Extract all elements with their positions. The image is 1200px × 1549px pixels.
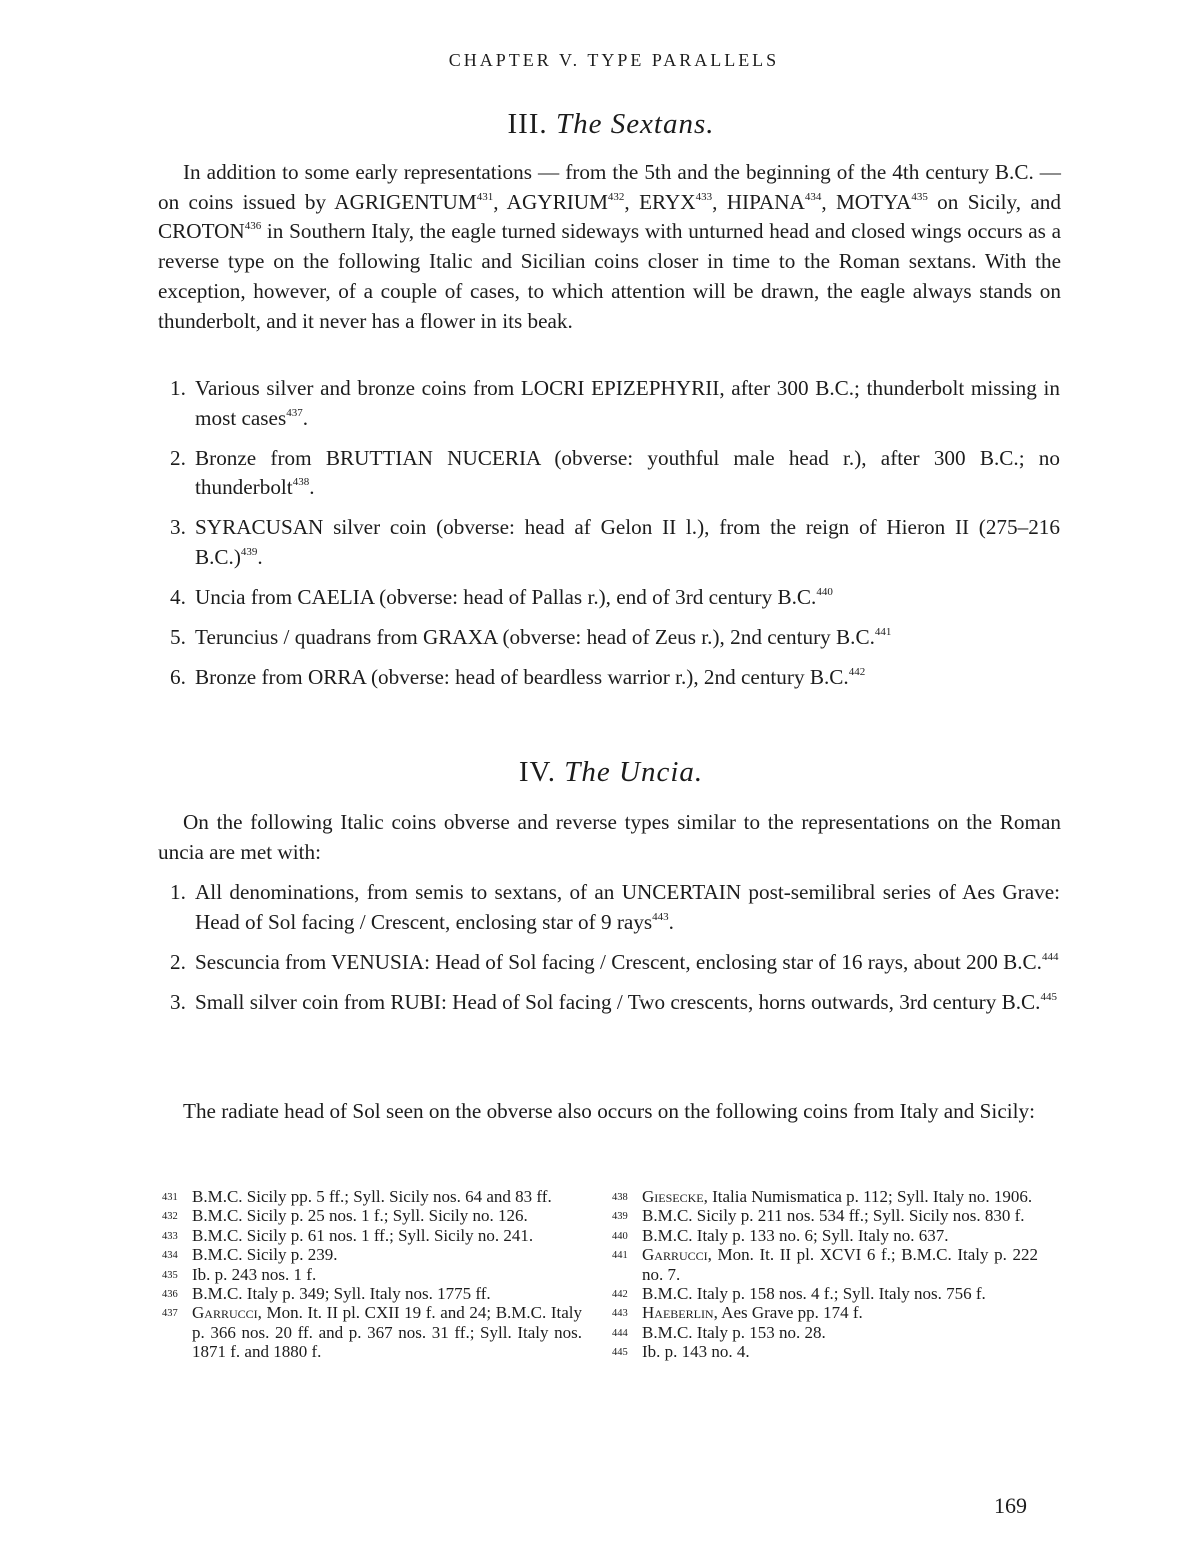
- footnote-number: 432: [162, 1211, 178, 1223]
- list-item-punct: .: [257, 545, 263, 570]
- footnote: [162, 1265, 582, 1284]
- footnote: [162, 1206, 582, 1225]
- footnote: [162, 1226, 582, 1245]
- footnote-number: 431: [162, 1192, 178, 1203]
- uncia-closing-paragraph: The radiate head of Sol seen on the obverse also occurs on the following coins from Italy and Sicily:: [183, 1099, 1035, 1123]
- footnote: [162, 1284, 582, 1303]
- footnote-text: B.M.C. Italy p. 349; Syll. Italy nos. 1775 ff.: [192, 1284, 491, 1304]
- footnote-number: 443: [612, 1308, 628, 1320]
- list-item: [170, 374, 1060, 433]
- list-number: 2.: [170, 445, 186, 470]
- list-item: [170, 513, 1060, 572]
- list-item-text: Sescuncia from VENUSIA: Head of Sol facing / Crescent, enclosing star of 16 rays, about 200 B.C.: [195, 949, 1042, 974]
- footnote: [612, 1303, 1038, 1322]
- list-number: 6.: [170, 665, 186, 690]
- footnote-ref[interactable]: 432: [607, 190, 625, 203]
- footnote-number: 439: [612, 1211, 628, 1223]
- footnote-ref[interactable]: 434: [804, 190, 822, 203]
- footnote-ref[interactable]: 442: [848, 666, 866, 679]
- footnote-number: 434: [162, 1250, 178, 1262]
- section-numeral: IV.: [518, 756, 556, 788]
- list-item-text: Small silver coin from RUBI: Head of Sol facing / Two crescents, horns outwards, 3rd century B.C.: [195, 989, 1041, 1014]
- footnote-text: , Mon. It. II pl. CXII 19 f. and 24; B.M.C. Italy p. 366 nos. 20 ff. and p. 367 nos. 31 ff.; Syll. Italy nos. 1871 f. and 1880 f.: [192, 1303, 582, 1362]
- author-name: Garrucci: [642, 1245, 708, 1265]
- footnote-number: 435: [162, 1269, 178, 1281]
- footnote-text: , Italia Numismatica p. 112; Syll. Italy no. 1906.: [703, 1187, 1033, 1206]
- footnote-ref[interactable]: 444: [1041, 950, 1059, 963]
- footnote: [612, 1323, 1038, 1342]
- list-number: 1.: [170, 376, 186, 400]
- footnote-text: B.M.C. Italy p. 158 nos. 4 f.; Syll. Italy nos. 756 f.: [642, 1284, 986, 1304]
- footnote-number: 445: [612, 1347, 628, 1359]
- footnote: [612, 1187, 1038, 1206]
- footnote-number: 441: [612, 1250, 628, 1262]
- list-item: [170, 583, 1060, 613]
- footnote-ref[interactable]: 436: [244, 220, 262, 233]
- footnote-ref[interactable]: 439: [240, 546, 258, 559]
- list-item-text: Uncia from CAELIA (obverse: head of Pallas r.), end of 3rd century B.C.: [195, 585, 817, 610]
- footnote: [162, 1303, 582, 1361]
- author-name: Haeberlin: [642, 1303, 714, 1323]
- footnote-text: Ib. p. 243 nos. 1 f.: [192, 1264, 317, 1284]
- uncia-coin-list: [170, 878, 1060, 1028]
- footnote-text: B.M.C. Sicily p. 25 nos. 1 f.; Syll. Sicily no. 126.: [192, 1206, 528, 1226]
- footnote-text: Ib. p. 143 no. 4.: [642, 1342, 750, 1362]
- section-heading-uncia: [0, 756, 1200, 789]
- section-title: The Sextans.: [555, 108, 715, 140]
- footnote: [612, 1226, 1038, 1245]
- list-item-text: Bronze from ORRA (obverse: head of beardless warrior r.), 2nd century B.C.: [195, 665, 849, 690]
- footnote-number: 444: [612, 1327, 628, 1339]
- footnote-ref[interactable]: 437: [286, 406, 303, 419]
- footnote-ref[interactable]: 431: [476, 190, 494, 203]
- author-name: Giesecke: [642, 1187, 704, 1206]
- list-item-text: SYRACUSAN silver coin (obverse: head af Gelon II l.), from the reign of Hieron II (275–216 B.C.): [195, 515, 1060, 570]
- author-name: Garrucci: [192, 1303, 258, 1323]
- footnote-text: , Mon. It. II pl. XCVI 6 f.; B.M.C. Italy p. 222 no. 7.: [642, 1245, 1038, 1284]
- list-item-text: Various silver and bronze coins from LOCRI EPIZEPHYRII, after 300 B.C.; thunderbolt missing in most cases: [195, 376, 1060, 430]
- sextans-intro-paragraph: [158, 158, 1061, 336]
- footnote-ref[interactable]: 445: [1040, 990, 1057, 1003]
- footnote-ref[interactable]: 440: [816, 586, 833, 599]
- intro-text: in Southern Italy, the eagle turned sideways with unturned head and closed wings occurs as a reverse type on the following Italic and Sicilian coins closer in time to the Roman sextans. With the exception, however, of a couple of cases, to which attention will be drawn, the eagle always stands on thunderbolt, and it never has a flower in its beak.: [158, 219, 1061, 333]
- section-numeral: III.: [507, 108, 548, 140]
- list-number: 2.: [170, 949, 186, 974]
- list-item: [170, 623, 1060, 653]
- footnote: [162, 1187, 582, 1206]
- footnote-text: , Aes Grave pp. 174 f.: [713, 1303, 863, 1323]
- running-head: CHAPTER V. TYPE PARALLELS: [448, 50, 780, 70]
- list-item-text: All denominations, from semis to sextans, of an UNCERTAIN post-semilibral series of Aes Grave: Head of Sol facing / Crescent, enclosing star of 9 rays: [195, 880, 1060, 934]
- intro-text: In addition to some early representations — from the 5th and the beginning of the 4th century B.C. — on coins issued by AGRIGENTUM: [158, 160, 1061, 214]
- list-number: 5.: [170, 625, 186, 650]
- list-item: [170, 948, 1060, 978]
- footnote-number: 437: [162, 1308, 178, 1320]
- intro-text: on Sicily, and CROTON: [158, 189, 1061, 244]
- footnote: [612, 1342, 1038, 1361]
- list-item-text: Teruncius / quadrans from GRAXA (obverse: head of Zeus r.), 2nd century B.C.: [195, 625, 875, 650]
- section-heading-sextans: [0, 108, 1200, 141]
- list-item: [170, 988, 1060, 1018]
- footnote: [162, 1245, 582, 1264]
- footnote-ref[interactable]: 435: [911, 190, 928, 203]
- footnote-ref[interactable]: 433: [695, 190, 713, 203]
- footnote-text: B.M.C. Italy p. 153 no. 28.: [642, 1322, 826, 1342]
- intro-text: , ERYX: [624, 189, 696, 214]
- list-number: 3.: [170, 515, 186, 540]
- footnote-text: B.M.C. Sicily p. 61 nos. 1 ff.; Syll. Sicily no. 241.: [192, 1225, 534, 1245]
- list-item-punct: .: [309, 475, 315, 500]
- footnote-ref[interactable]: 441: [874, 626, 892, 639]
- intro-text: , HIPANA: [712, 189, 805, 214]
- list-item-punct: .: [302, 405, 309, 430]
- section-title: The Uncia.: [564, 756, 704, 788]
- list-item-punct: .: [668, 909, 674, 934]
- intro-text: , AGYRIUM: [493, 189, 608, 214]
- uncia-intro-paragraph: On the following Italic coins obverse and reverse types similar to the representations on the Roman uncia are met with:: [158, 810, 1061, 864]
- footnote-number: 433: [162, 1230, 178, 1242]
- footnotes-left-column: [162, 1187, 582, 1362]
- list-item: [170, 663, 1060, 693]
- footnote-number: 442: [612, 1289, 628, 1301]
- list-number: 3.: [170, 989, 186, 1014]
- footnote-ref[interactable]: 443: [652, 910, 669, 923]
- footnote-text: B.M.C. Italy p. 133 no. 6; Syll. Italy no. 637.: [642, 1225, 949, 1245]
- footnote-text: B.M.C. Sicily p. 239.: [192, 1245, 338, 1265]
- footnote-number: 440: [612, 1230, 628, 1242]
- list-number: 4.: [170, 585, 186, 610]
- list-number: 1.: [170, 880, 186, 904]
- footnote-text: B.M.C. Sicily p. 211 nos. 534 ff.; Syll. Sicily nos. 830 f.: [642, 1206, 1025, 1226]
- footnote: [612, 1284, 1038, 1303]
- footnote-text: B.M.C. Sicily pp. 5 ff.; Syll. Sicily nos. 64 and 83 ff.: [192, 1187, 552, 1206]
- footnote-number: 436: [162, 1289, 178, 1301]
- list-item-text: Bronze from BRUTTIAN NUCERIA (obverse: youthful male head r.), after 300 B.C.; no thunderbolt: [195, 445, 1060, 500]
- footnote: [612, 1206, 1038, 1225]
- footnotes-right-column: [612, 1187, 1038, 1362]
- footnote: [612, 1245, 1038, 1284]
- footnote-number: 438: [612, 1192, 628, 1203]
- list-item: [170, 444, 1060, 503]
- list-item: [170, 878, 1060, 937]
- intro-text: , MOTYA: [821, 189, 912, 214]
- footnote-ref[interactable]: 438: [292, 476, 310, 489]
- page-number: 169: [994, 1493, 1027, 1518]
- sextans-coin-list: [170, 374, 1060, 703]
